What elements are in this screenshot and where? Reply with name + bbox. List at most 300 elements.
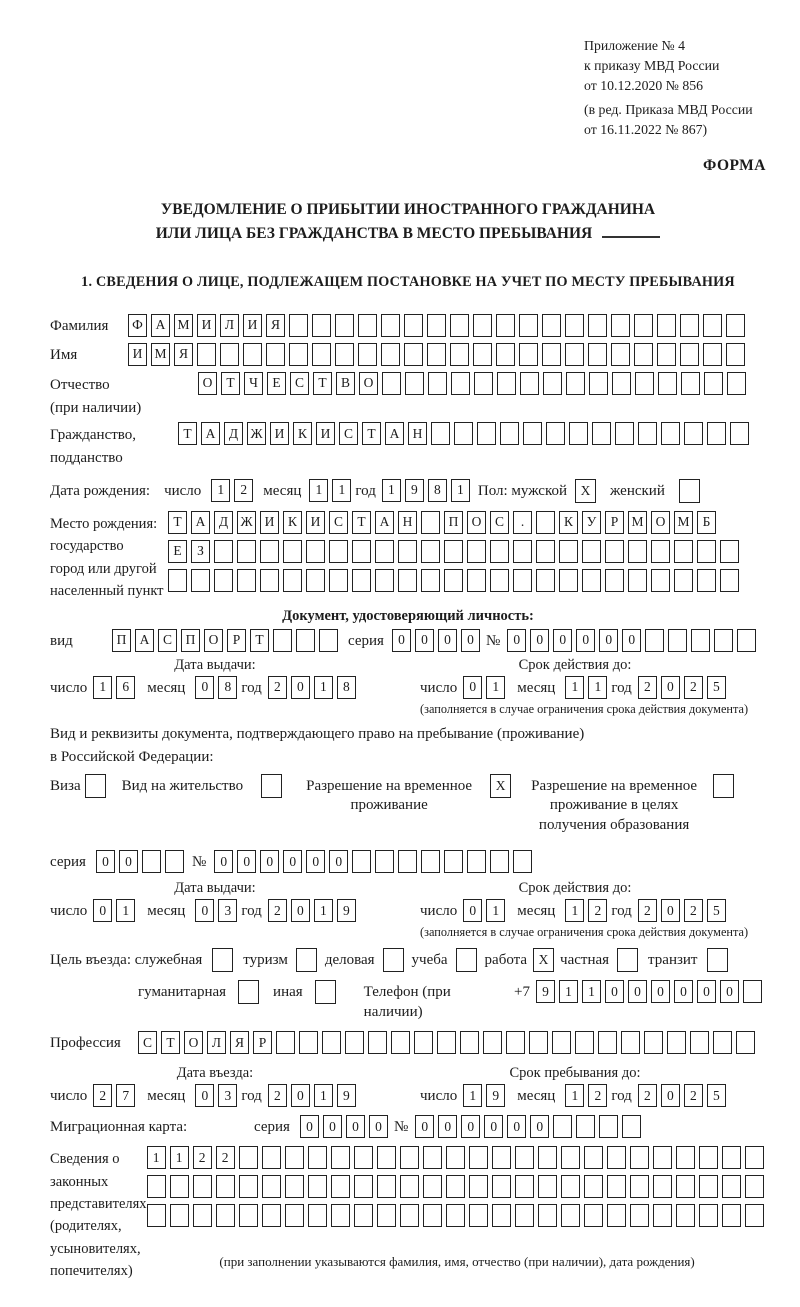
form-cell[interactable] [635, 372, 654, 395]
form-cell[interactable] [542, 314, 561, 337]
form-cell[interactable] [653, 1175, 672, 1198]
form-cell[interactable] [513, 540, 532, 563]
form-cell[interactable]: И [306, 511, 325, 534]
form-cell[interactable]: Т [313, 372, 332, 395]
form-cell[interactable] [308, 1175, 327, 1198]
form-cell[interactable] [400, 1146, 419, 1169]
form-cell[interactable] [237, 540, 256, 563]
form-cell[interactable] [345, 1031, 364, 1054]
form-cell[interactable] [423, 1146, 442, 1169]
form-cell[interactable] [523, 422, 542, 445]
form-cell[interactable]: 7 [116, 1084, 135, 1107]
form-cell[interactable] [492, 1175, 511, 1198]
form-cell[interactable]: 1 [309, 479, 328, 502]
form-cell[interactable] [529, 1031, 548, 1054]
form-cell[interactable]: 0 [628, 980, 647, 1003]
form-cell[interactable]: 0 [369, 1115, 388, 1138]
form-cell[interactable] [469, 1146, 488, 1169]
form-cell[interactable]: 2 [638, 899, 657, 922]
form-cell[interactable] [497, 372, 516, 395]
form-cell[interactable]: П [444, 511, 463, 534]
form-cell[interactable] [193, 1175, 212, 1198]
form-cell[interactable] [515, 1146, 534, 1169]
form-cell[interactable]: 0 [576, 629, 595, 652]
form-cell[interactable]: 2 [268, 676, 287, 699]
form-cell[interactable]: А [375, 511, 394, 534]
form-cell[interactable] [704, 372, 723, 395]
form-cell[interactable] [714, 629, 733, 652]
form-cell[interactable] [197, 343, 216, 366]
form-cell[interactable] [726, 314, 745, 337]
form-cell[interactable] [358, 343, 377, 366]
form-cell[interactable]: 0 [214, 850, 233, 873]
form-cell[interactable] [421, 511, 440, 534]
form-cell[interactable]: Л [220, 314, 239, 337]
form-cell[interactable] [743, 980, 762, 1003]
form-cell[interactable] [451, 372, 470, 395]
form-cell[interactable]: И [260, 511, 279, 534]
form-cell[interactable]: 1 [314, 1084, 333, 1107]
form-cell[interactable]: О [651, 511, 670, 534]
form-cell[interactable]: 1 [486, 899, 505, 922]
rvp-checkbox[interactable]: X [490, 774, 511, 798]
form-cell[interactable] [667, 1031, 686, 1054]
form-cell[interactable]: И [316, 422, 335, 445]
form-cell[interactable]: Д [224, 422, 243, 445]
form-cell[interactable] [697, 569, 716, 592]
form-cell[interactable] [428, 372, 447, 395]
form-cell[interactable]: 0 [329, 850, 348, 873]
form-cell[interactable] [375, 569, 394, 592]
form-cell[interactable] [582, 569, 601, 592]
form-cell[interactable] [727, 372, 746, 395]
form-cell[interactable]: 1 [451, 479, 470, 502]
form-cell[interactable] [607, 1146, 626, 1169]
form-cell[interactable] [142, 850, 161, 873]
form-cell[interactable] [283, 569, 302, 592]
form-cell[interactable] [260, 540, 279, 563]
form-cell[interactable] [690, 1031, 709, 1054]
form-cell[interactable]: 2 [684, 676, 703, 699]
form-cell[interactable]: 1 [332, 479, 351, 502]
form-cell[interactable] [490, 569, 509, 592]
form-cell[interactable] [542, 343, 561, 366]
purpose-private-checkbox[interactable] [617, 948, 638, 972]
form-cell[interactable]: 3 [218, 899, 237, 922]
form-cell[interactable]: 1 [565, 1084, 584, 1107]
form-cell[interactable] [437, 1031, 456, 1054]
form-cell[interactable]: 1 [486, 676, 505, 699]
form-cell[interactable]: 0 [392, 629, 411, 652]
form-cell[interactable]: 2 [234, 479, 253, 502]
form-cell[interactable] [404, 314, 423, 337]
form-cell[interactable]: . [513, 511, 532, 534]
form-cell[interactable] [584, 1175, 603, 1198]
form-cell[interactable]: 1 [93, 676, 112, 699]
form-cell[interactable] [331, 1204, 350, 1227]
rvp-edu-checkbox[interactable] [713, 774, 734, 798]
form-cell[interactable]: 1 [314, 899, 333, 922]
form-cell[interactable]: С [158, 629, 177, 652]
form-cell[interactable]: А [191, 511, 210, 534]
form-cell[interactable]: 0 [605, 980, 624, 1003]
form-cell[interactable]: С [329, 511, 348, 534]
form-cell[interactable] [239, 1146, 258, 1169]
form-cell[interactable]: 1 [565, 676, 584, 699]
form-cell[interactable] [352, 540, 371, 563]
form-cell[interactable]: 0 [438, 1115, 457, 1138]
form-cell[interactable]: 0 [300, 1115, 319, 1138]
form-cell[interactable]: 0 [96, 850, 115, 873]
purpose-work-checkbox[interactable]: X [533, 948, 554, 972]
form-cell[interactable] [285, 1204, 304, 1227]
form-cell[interactable] [559, 540, 578, 563]
form-cell[interactable] [460, 1031, 479, 1054]
form-cell[interactable]: 5 [707, 899, 726, 922]
form-cell[interactable]: А [385, 422, 404, 445]
form-cell[interactable] [520, 372, 539, 395]
form-cell[interactable] [565, 343, 584, 366]
form-cell[interactable] [584, 1204, 603, 1227]
form-cell[interactable] [628, 569, 647, 592]
form-cell[interactable] [492, 1204, 511, 1227]
sex-male-checkbox[interactable]: X [575, 479, 596, 503]
form-cell[interactable] [559, 569, 578, 592]
form-cell[interactable] [703, 343, 722, 366]
form-cell[interactable]: 9 [486, 1084, 505, 1107]
form-cell[interactable]: З [191, 540, 210, 563]
form-cell[interactable] [513, 850, 532, 873]
form-cell[interactable] [543, 372, 562, 395]
form-cell[interactable]: 2 [684, 899, 703, 922]
form-cell[interactable]: 2 [268, 899, 287, 922]
form-cell[interactable] [676, 1146, 695, 1169]
form-cell[interactable] [720, 540, 739, 563]
form-cell[interactable]: 0 [283, 850, 302, 873]
form-cell[interactable]: С [138, 1031, 157, 1054]
form-cell[interactable]: Н [408, 422, 427, 445]
form-cell[interactable] [260, 569, 279, 592]
purpose-tourism-checkbox[interactable] [296, 948, 317, 972]
form-cell[interactable] [469, 1175, 488, 1198]
form-cell[interactable] [611, 343, 630, 366]
form-cell[interactable] [722, 1175, 741, 1198]
form-cell[interactable]: 0 [661, 1084, 680, 1107]
form-cell[interactable] [561, 1175, 580, 1198]
form-cell[interactable] [308, 1204, 327, 1227]
form-cell[interactable] [329, 540, 348, 563]
form-cell[interactable] [289, 314, 308, 337]
purpose-transit-checkbox[interactable] [707, 948, 728, 972]
form-cell[interactable] [414, 1031, 433, 1054]
form-cell[interactable] [589, 372, 608, 395]
form-cell[interactable] [674, 569, 693, 592]
form-cell[interactable] [707, 422, 726, 445]
form-cell[interactable]: 0 [195, 676, 214, 699]
form-cell[interactable] [722, 1146, 741, 1169]
form-cell[interactable] [421, 850, 440, 873]
form-cell[interactable]: 8 [218, 676, 237, 699]
form-cell[interactable]: 1 [382, 479, 401, 502]
form-cell[interactable] [147, 1175, 166, 1198]
form-cell[interactable]: 0 [323, 1115, 342, 1138]
form-cell[interactable] [289, 343, 308, 366]
form-cell[interactable] [538, 1204, 557, 1227]
form-cell[interactable] [657, 343, 676, 366]
purpose-other-checkbox[interactable] [315, 980, 336, 1004]
form-cell[interactable]: И [197, 314, 216, 337]
form-cell[interactable] [536, 511, 555, 534]
form-cell[interactable] [335, 343, 354, 366]
form-cell[interactable] [699, 1146, 718, 1169]
form-cell[interactable] [490, 540, 509, 563]
form-cell[interactable] [450, 314, 469, 337]
form-cell[interactable] [621, 1031, 640, 1054]
form-cell[interactable]: П [112, 629, 131, 652]
form-cell[interactable]: М [151, 343, 170, 366]
form-cell[interactable] [444, 569, 463, 592]
form-cell[interactable]: Ж [247, 422, 266, 445]
form-cell[interactable] [214, 569, 233, 592]
form-cell[interactable]: 0 [530, 629, 549, 652]
form-cell[interactable]: 0 [697, 980, 716, 1003]
form-cell[interactable] [584, 1146, 603, 1169]
form-cell[interactable]: К [293, 422, 312, 445]
form-cell[interactable] [657, 314, 676, 337]
form-cell[interactable]: Я [266, 314, 285, 337]
form-cell[interactable]: 0 [415, 1115, 434, 1138]
form-cell[interactable] [193, 1204, 212, 1227]
form-cell[interactable] [745, 1204, 764, 1227]
form-cell[interactable] [599, 1115, 618, 1138]
form-cell[interactable] [467, 540, 486, 563]
form-cell[interactable] [513, 569, 532, 592]
form-cell[interactable]: 0 [507, 629, 526, 652]
form-cell[interactable] [598, 1031, 617, 1054]
form-cell[interactable] [354, 1204, 373, 1227]
form-cell[interactable] [398, 540, 417, 563]
form-cell[interactable] [552, 1031, 571, 1054]
form-cell[interactable]: М [674, 511, 693, 534]
form-cell[interactable]: 6 [116, 676, 135, 699]
form-cell[interactable] [684, 422, 703, 445]
form-cell[interactable] [216, 1204, 235, 1227]
form-cell[interactable] [262, 1204, 281, 1227]
form-cell[interactable]: 1 [170, 1146, 189, 1169]
form-cell[interactable]: 8 [337, 676, 356, 699]
form-cell[interactable] [500, 422, 519, 445]
form-cell[interactable] [506, 1031, 525, 1054]
form-cell[interactable] [276, 1031, 295, 1054]
form-cell[interactable]: 0 [291, 676, 310, 699]
form-cell[interactable] [628, 540, 647, 563]
form-cell[interactable] [398, 569, 417, 592]
form-cell[interactable] [536, 540, 555, 563]
form-cell[interactable]: Л [207, 1031, 226, 1054]
form-cell[interactable]: 0 [599, 629, 618, 652]
form-cell[interactable] [611, 314, 630, 337]
form-cell[interactable]: 2 [93, 1084, 112, 1107]
form-cell[interactable] [312, 314, 331, 337]
form-cell[interactable] [561, 1146, 580, 1169]
form-cell[interactable] [582, 540, 601, 563]
form-cell[interactable] [220, 343, 239, 366]
form-cell[interactable]: О [198, 372, 217, 395]
form-cell[interactable] [262, 1146, 281, 1169]
form-cell[interactable] [444, 540, 463, 563]
form-cell[interactable]: 3 [218, 1084, 237, 1107]
form-cell[interactable] [427, 314, 446, 337]
form-cell[interactable] [467, 850, 486, 873]
form-cell[interactable] [680, 343, 699, 366]
form-cell[interactable] [308, 1146, 327, 1169]
form-cell[interactable] [375, 540, 394, 563]
form-cell[interactable] [446, 1175, 465, 1198]
form-cell[interactable] [239, 1204, 258, 1227]
form-cell[interactable]: Т [250, 629, 269, 652]
form-cell[interactable]: 9 [337, 1084, 356, 1107]
form-cell[interactable] [296, 629, 315, 652]
form-cell[interactable] [273, 629, 292, 652]
form-cell[interactable]: 0 [415, 629, 434, 652]
form-cell[interactable] [352, 850, 371, 873]
form-cell[interactable] [352, 569, 371, 592]
form-cell[interactable] [335, 314, 354, 337]
form-cell[interactable]: 1 [314, 676, 333, 699]
form-cell[interactable] [630, 1175, 649, 1198]
form-cell[interactable] [592, 422, 611, 445]
form-cell[interactable]: У [582, 511, 601, 534]
form-cell[interactable]: Т [362, 422, 381, 445]
form-cell[interactable]: В [336, 372, 355, 395]
form-cell[interactable] [496, 343, 515, 366]
purpose-humanitarian-checkbox[interactable] [238, 980, 259, 1004]
form-cell[interactable]: 2 [216, 1146, 235, 1169]
form-cell[interactable] [607, 1175, 626, 1198]
form-cell[interactable] [713, 1031, 732, 1054]
form-cell[interactable] [736, 1031, 755, 1054]
form-cell[interactable] [262, 1175, 281, 1198]
form-cell[interactable]: 0 [661, 899, 680, 922]
residence-permit-checkbox[interactable] [261, 774, 282, 798]
purpose-study-checkbox[interactable] [456, 948, 477, 972]
form-cell[interactable]: Ж [237, 511, 256, 534]
form-cell[interactable] [653, 1146, 672, 1169]
form-cell[interactable] [722, 1204, 741, 1227]
form-cell[interactable]: С [339, 422, 358, 445]
form-cell[interactable] [423, 1175, 442, 1198]
form-cell[interactable]: К [283, 511, 302, 534]
form-cell[interactable] [216, 1175, 235, 1198]
form-cell[interactable] [331, 1175, 350, 1198]
form-cell[interactable] [398, 850, 417, 873]
form-cell[interactable]: А [135, 629, 154, 652]
form-cell[interactable] [699, 1175, 718, 1198]
form-cell[interactable] [377, 1146, 396, 1169]
form-cell[interactable] [536, 569, 555, 592]
form-cell[interactable] [354, 1146, 373, 1169]
form-cell[interactable] [377, 1204, 396, 1227]
form-cell[interactable]: 2 [684, 1084, 703, 1107]
form-cell[interactable] [427, 343, 446, 366]
form-cell[interactable] [561, 1204, 580, 1227]
form-cell[interactable] [474, 372, 493, 395]
form-cell[interactable]: 1 [463, 1084, 482, 1107]
form-cell[interactable] [490, 850, 509, 873]
form-cell[interactable] [538, 1175, 557, 1198]
form-cell[interactable] [423, 1204, 442, 1227]
form-cell[interactable] [496, 314, 515, 337]
form-cell[interactable]: 0 [195, 1084, 214, 1107]
form-cell[interactable] [404, 343, 423, 366]
form-cell[interactable] [450, 343, 469, 366]
form-cell[interactable] [381, 314, 400, 337]
form-cell[interactable] [400, 1204, 419, 1227]
form-cell[interactable]: 0 [622, 629, 641, 652]
form-cell[interactable]: Т [352, 511, 371, 534]
form-cell[interactable] [651, 569, 670, 592]
form-cell[interactable]: 9 [405, 479, 424, 502]
form-cell[interactable] [703, 314, 722, 337]
form-cell[interactable]: М [628, 511, 647, 534]
form-cell[interactable] [358, 314, 377, 337]
form-cell[interactable] [576, 1115, 595, 1138]
form-cell[interactable] [168, 569, 187, 592]
form-cell[interactable] [381, 343, 400, 366]
form-cell[interactable]: 0 [237, 850, 256, 873]
form-cell[interactable] [546, 422, 565, 445]
form-cell[interactable]: Н [398, 511, 417, 534]
form-cell[interactable]: Е [267, 372, 286, 395]
form-cell[interactable]: Т [178, 422, 197, 445]
form-cell[interactable] [634, 314, 653, 337]
form-cell[interactable] [566, 372, 585, 395]
form-cell[interactable] [237, 569, 256, 592]
form-cell[interactable] [634, 343, 653, 366]
form-cell[interactable]: М [174, 314, 193, 337]
form-cell[interactable] [283, 540, 302, 563]
form-cell[interactable]: 1 [211, 479, 230, 502]
form-cell[interactable] [622, 1115, 641, 1138]
form-cell[interactable]: 0 [461, 629, 480, 652]
form-cell[interactable] [312, 343, 331, 366]
form-cell[interactable] [492, 1146, 511, 1169]
form-cell[interactable]: 1 [588, 676, 607, 699]
form-cell[interactable] [668, 629, 687, 652]
form-cell[interactable] [605, 540, 624, 563]
form-cell[interactable]: Я [174, 343, 193, 366]
form-cell[interactable] [467, 569, 486, 592]
form-cell[interactable]: И [270, 422, 289, 445]
form-cell[interactable] [697, 540, 716, 563]
form-cell[interactable]: 0 [484, 1115, 503, 1138]
form-cell[interactable] [322, 1031, 341, 1054]
form-cell[interactable]: Т [161, 1031, 180, 1054]
purpose-business-checkbox[interactable] [383, 948, 404, 972]
form-cell[interactable] [469, 1204, 488, 1227]
form-cell[interactable] [421, 540, 440, 563]
form-cell[interactable] [658, 372, 677, 395]
form-cell[interactable]: О [204, 629, 223, 652]
form-cell[interactable] [730, 422, 749, 445]
form-cell[interactable] [691, 629, 710, 652]
form-cell[interactable]: Т [221, 372, 240, 395]
form-cell[interactable]: 0 [291, 1084, 310, 1107]
form-cell[interactable]: 0 [461, 1115, 480, 1138]
form-cell[interactable] [454, 422, 473, 445]
form-cell[interactable] [368, 1031, 387, 1054]
form-cell[interactable] [737, 629, 756, 652]
